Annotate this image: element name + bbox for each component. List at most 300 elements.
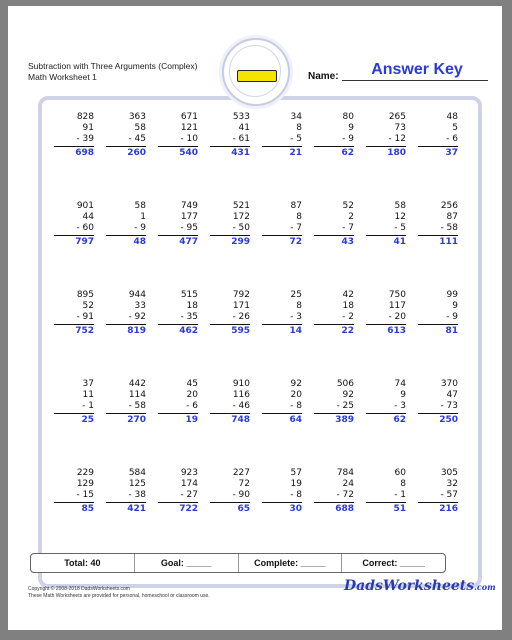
problem-item (104, 379, 156, 468)
answer: 51 (393, 504, 406, 514)
minus-sign: - (232, 223, 239, 233)
problem-numbers (262, 379, 302, 426)
problem-item (416, 201, 468, 290)
answer: 797 (75, 237, 94, 247)
name-field (308, 60, 488, 82)
subtrahend-1: 20 (186, 390, 198, 400)
problem-numbers (158, 112, 198, 159)
problem-numbers (106, 201, 146, 248)
subtrahend-1: 8 (296, 301, 302, 311)
worksheet-title (28, 61, 197, 83)
answer: 462 (179, 326, 198, 336)
minus-sign: - (388, 134, 395, 144)
problem-item (156, 379, 208, 468)
answer: 85 (81, 504, 94, 514)
subtrahend-1: 12 (394, 212, 406, 222)
problem-item (52, 112, 104, 201)
subtrahend-1: 129 (76, 479, 94, 489)
minus-sign: - (440, 223, 447, 233)
subtrahend-1: 44 (82, 212, 94, 222)
minus-sign: - (76, 134, 83, 144)
subtrahend-2: 38 (134, 490, 146, 500)
subtrahend-1: 33 (134, 301, 146, 311)
problem-item (156, 468, 208, 557)
subtrahend-2-row (418, 223, 458, 236)
minuend: 45 (186, 379, 198, 389)
subtrahend-2: 45 (134, 134, 146, 144)
answer: 14 (289, 326, 302, 336)
problem-item (208, 112, 260, 201)
problem-item (312, 201, 364, 290)
minus-sign: - (128, 312, 135, 322)
minuend: 227 (232, 468, 250, 478)
subtrahend-2-row (366, 490, 406, 503)
subtrahend-2: 46 (238, 401, 250, 411)
problem-numbers (366, 290, 406, 337)
subtrahend-2: 3 (400, 401, 406, 411)
subtrahend-2: 90 (238, 490, 250, 500)
minus-sign: - (440, 401, 447, 411)
subtrahend-1: 20 (290, 390, 302, 400)
problem-item (260, 468, 312, 557)
minuend: 944 (128, 290, 146, 300)
problem-numbers (54, 290, 94, 337)
minuend: 750 (388, 290, 406, 300)
minus-sign: - (180, 312, 187, 322)
minus-sign: - (394, 401, 401, 411)
problem-item (260, 201, 312, 290)
subtrahend-2: 95 (186, 223, 198, 233)
subtrahend-1: 174 (180, 479, 198, 489)
minuend: 895 (76, 290, 94, 300)
problem-numbers (106, 290, 146, 337)
subtrahend-2-row (54, 401, 94, 414)
minus-sign: - (232, 134, 239, 144)
minus-sign: - (394, 223, 401, 233)
subtrahend-2: 6 (452, 134, 458, 144)
answer: 180 (387, 148, 406, 158)
minuend: 923 (180, 468, 198, 478)
subtrahend-2: 9 (348, 134, 354, 144)
problem-item (52, 379, 104, 468)
minuend: 229 (76, 468, 94, 478)
problem-numbers (54, 379, 94, 426)
subtrahend-2-row (54, 312, 94, 325)
minuend: 37 (82, 379, 94, 389)
subtrahend-2: 15 (82, 490, 94, 500)
problem-item (104, 468, 156, 557)
problem-item (104, 201, 156, 290)
answer: 431 (231, 148, 250, 158)
worksheet-page (8, 6, 502, 630)
minuend: 58 (134, 201, 146, 211)
problem-numbers (106, 112, 146, 159)
subtrahend-2: 9 (452, 312, 458, 322)
subtrahend-2-row (314, 134, 354, 147)
problem-item (260, 379, 312, 468)
answer-key-label: Answer Key (371, 61, 463, 78)
minuend: 57 (290, 468, 302, 478)
problem-numbers (54, 468, 94, 515)
subtrahend-2-row (366, 223, 406, 236)
problem-item (52, 290, 104, 379)
answer: 43 (341, 237, 354, 247)
subtrahend-2-row (418, 490, 458, 503)
answer: 688 (335, 504, 354, 514)
minuend: 370 (440, 379, 458, 389)
minuend: 749 (180, 201, 198, 211)
minus-sign: - (128, 134, 135, 144)
subtrahend-1: 58 (134, 123, 146, 133)
subtrahend-2: 8 (296, 401, 302, 411)
subtrahend-1: 11 (82, 390, 94, 400)
copyright-line-1: Copyright © 2008-2018 DadsWorksheets.com (28, 586, 130, 592)
problem-numbers (366, 379, 406, 426)
answer: 540 (179, 148, 198, 158)
subtrahend-1: 9 (452, 301, 458, 311)
minus-sign: - (440, 490, 447, 500)
minus-sign: - (388, 312, 395, 322)
answer: 216 (439, 504, 458, 514)
problem-numbers (314, 290, 354, 337)
problem-numbers (366, 201, 406, 248)
answer: 421 (127, 504, 146, 514)
name-underline (342, 80, 488, 81)
problem-item (52, 468, 104, 557)
subtrahend-1: 171 (232, 301, 250, 311)
subtrahend-2: 3 (296, 312, 302, 322)
subtrahend-1: 116 (232, 390, 250, 400)
minus-sign: - (446, 312, 453, 322)
problem-item (312, 379, 364, 468)
minus-sign: - (342, 223, 349, 233)
subtrahend-2: 10 (186, 134, 198, 144)
problem-numbers (54, 112, 94, 159)
minus-sign: - (76, 223, 83, 233)
problem-item (260, 112, 312, 201)
subtrahend-2-row (158, 223, 198, 236)
minus-sign: - (394, 490, 401, 500)
answer: 22 (341, 326, 354, 336)
subtrahend-2: 12 (394, 134, 406, 144)
answer: 595 (231, 326, 250, 336)
problem-numbers (210, 468, 250, 515)
answer: 21 (289, 148, 302, 158)
subtrahend-2: 39 (82, 134, 94, 144)
problem-numbers (314, 112, 354, 159)
total-cell: Total: 40 (31, 554, 135, 572)
subtrahend-2-row (418, 401, 458, 414)
subtrahend-2: 58 (134, 401, 146, 411)
minus-sign: - (290, 401, 297, 411)
minus-sign: - (342, 312, 349, 322)
level-badge (222, 38, 290, 106)
answer: 748 (231, 415, 250, 425)
problem-item (364, 201, 416, 290)
subtrahend-2-row (54, 223, 94, 236)
problem-item (260, 290, 312, 379)
answer: 25 (81, 415, 94, 425)
subtrahend-2: 73 (446, 401, 458, 411)
subtrahend-2: 50 (238, 223, 250, 233)
minuend: 87 (290, 201, 302, 211)
minus-sign: - (342, 134, 349, 144)
complete-cell: Complete: _____ (239, 554, 343, 572)
problem-item (208, 468, 260, 557)
minuend: 671 (180, 112, 198, 122)
problems-frame (38, 96, 482, 588)
problem-item (156, 290, 208, 379)
subtrahend-2: 58 (446, 223, 458, 233)
problem-numbers (158, 379, 198, 426)
subtrahend-1: 87 (446, 212, 458, 222)
answer: 250 (439, 415, 458, 425)
minuend: 506 (336, 379, 354, 389)
problem-numbers (210, 290, 250, 337)
answer: 389 (335, 415, 354, 425)
subtrahend-1: 9 (348, 123, 354, 133)
subtrahend-2-row (210, 312, 250, 325)
answer: 111 (439, 237, 458, 247)
subtrahend-1: 91 (82, 123, 94, 133)
problem-item (416, 379, 468, 468)
minuend: 515 (180, 290, 198, 300)
answer: 81 (445, 326, 458, 336)
copyright-line-2: These Math Worksheets are provided for personal, homeschool or classroom use. (28, 593, 210, 599)
minuend: 52 (342, 201, 354, 211)
minuend: 256 (440, 201, 458, 211)
problem-numbers (262, 112, 302, 159)
problem-item (312, 468, 364, 557)
problem-numbers (418, 201, 458, 248)
subtrahend-2-row (210, 401, 250, 414)
subtrahend-1: 41 (238, 123, 250, 133)
subtrahend-2-row (262, 223, 302, 236)
subtrahend-1: 18 (186, 301, 198, 311)
minus-sign: - (290, 490, 297, 500)
answer: 48 (133, 237, 146, 247)
subtrahend-2-row (158, 490, 198, 503)
answer: 299 (231, 237, 250, 247)
subtrahend-2-row (262, 490, 302, 503)
problem-numbers (314, 379, 354, 426)
subtrahend-2: 91 (82, 312, 94, 322)
minus-sign: - (180, 223, 187, 233)
answer: 62 (393, 415, 406, 425)
minuend: 42 (342, 290, 354, 300)
subtrahend-1: 24 (342, 479, 354, 489)
minus-sign: - (232, 312, 239, 322)
minus-sign: - (290, 223, 297, 233)
subtrahend-1: 8 (296, 212, 302, 222)
minuend: 828 (76, 112, 94, 122)
problem-numbers (418, 468, 458, 515)
problems-grid (52, 112, 468, 557)
subtrahend-2-row (106, 312, 146, 325)
minuend: 533 (232, 112, 250, 122)
subtrahend-2-row (106, 490, 146, 503)
subtrahend-2-row (54, 490, 94, 503)
minuend: 363 (128, 112, 146, 122)
problem-numbers (262, 290, 302, 337)
minuend: 901 (76, 201, 94, 211)
subtrahend-2-row (262, 312, 302, 325)
minuend: 521 (232, 201, 250, 211)
yellow-bar-icon (237, 70, 277, 82)
problem-item (156, 201, 208, 290)
minuend: 584 (128, 468, 146, 478)
problem-item (416, 112, 468, 201)
problem-numbers (158, 468, 198, 515)
subtrahend-1: 117 (388, 301, 406, 311)
subtrahend-2: 26 (238, 312, 250, 322)
subtrahend-2-row (158, 401, 198, 414)
problem-item (364, 468, 416, 557)
subtrahend-2-row (366, 312, 406, 325)
subtrahend-2-row (366, 134, 406, 147)
subtrahend-2: 25 (342, 401, 354, 411)
subtrahend-1: 47 (446, 390, 458, 400)
minuend: 58 (394, 201, 406, 211)
answer: 65 (237, 504, 250, 514)
minuend: 265 (388, 112, 406, 122)
answer: 19 (185, 415, 198, 425)
subtrahend-1: 121 (180, 123, 198, 133)
title-line-2: Math Worksheet 1 (28, 72, 97, 82)
minus-sign: - (336, 401, 343, 411)
subtrahend-1: 125 (128, 479, 146, 489)
answer: 613 (387, 326, 406, 336)
answer: 477 (179, 237, 198, 247)
problem-item (208, 201, 260, 290)
problem-numbers (314, 201, 354, 248)
problem-item (208, 290, 260, 379)
problem-numbers (210, 112, 250, 159)
minuend: 25 (290, 290, 302, 300)
subtrahend-2: 8 (296, 490, 302, 500)
subtrahend-1: 52 (82, 301, 94, 311)
answer: 72 (289, 237, 302, 247)
subtrahend-1: 9 (400, 390, 406, 400)
subtrahend-2: 7 (348, 223, 354, 233)
minuend: 442 (128, 379, 146, 389)
subtrahend-1: 18 (342, 301, 354, 311)
minuend: 92 (290, 379, 302, 389)
subtrahend-2: 60 (82, 223, 94, 233)
subtrahend-2-row (210, 223, 250, 236)
answer: 752 (75, 326, 94, 336)
problem-item (364, 290, 416, 379)
subtrahend-1: 177 (180, 212, 198, 222)
problem-numbers (158, 201, 198, 248)
correct-cell: Correct: _____ (362, 558, 425, 568)
problem-numbers (366, 468, 406, 515)
minuend: 792 (232, 290, 250, 300)
subtrahend-2: 57 (446, 490, 458, 500)
minus-sign: - (290, 312, 297, 322)
subtrahend-1: 92 (342, 390, 354, 400)
subtrahend-2-row (210, 490, 250, 503)
answer: 64 (289, 415, 302, 425)
problem-numbers (210, 201, 250, 248)
subtrahend-1: 172 (232, 212, 250, 222)
subtrahend-2: 20 (394, 312, 406, 322)
subtrahend-2-row (106, 223, 146, 236)
subtrahend-2: 5 (400, 223, 406, 233)
problem-item (104, 290, 156, 379)
subtrahend-1: 19 (290, 479, 302, 489)
subtrahend-2: 5 (296, 134, 302, 144)
problem-numbers (418, 112, 458, 159)
minuend: 60 (394, 468, 406, 478)
minuend: 34 (290, 112, 302, 122)
title-line-1: Subtraction with Three Arguments (Complex) (28, 61, 198, 71)
problem-item (312, 112, 364, 201)
minus-sign: - (186, 401, 193, 411)
subtrahend-2-row (106, 401, 146, 414)
subtrahend-2-row (314, 312, 354, 325)
subtrahend-2-row (158, 134, 198, 147)
subtrahend-2: 35 (186, 312, 198, 322)
subtrahend-1: 73 (394, 123, 406, 133)
minus-sign: - (128, 401, 135, 411)
subtrahend-2: 1 (400, 490, 406, 500)
subtrahend-2: 9 (140, 223, 146, 233)
answer: 30 (289, 504, 302, 514)
answer: 37 (445, 148, 458, 158)
subtrahend-2-row (418, 312, 458, 325)
answer: 819 (127, 326, 146, 336)
answer: 722 (179, 504, 198, 514)
minuend: 784 (336, 468, 354, 478)
problem-numbers (418, 290, 458, 337)
problem-item (208, 379, 260, 468)
subtrahend-2-row (54, 134, 94, 147)
subtrahend-1: 8 (400, 479, 406, 489)
subtrahend-2-row (418, 134, 458, 147)
answer: 41 (393, 237, 406, 247)
problem-numbers (262, 468, 302, 515)
subtrahend-2: 61 (238, 134, 250, 144)
dadsworksheets-logo[interactable] (344, 578, 496, 594)
problem-item (104, 112, 156, 201)
subtrahend-2-row (366, 401, 406, 414)
problem-numbers (210, 379, 250, 426)
minus-sign: - (446, 134, 453, 144)
subtrahend-1: 114 (128, 390, 146, 400)
minus-sign: - (290, 134, 297, 144)
answer: 698 (75, 148, 94, 158)
goal-cell: Goal: _____ (135, 554, 239, 572)
minuend: 305 (440, 468, 458, 478)
minuend: 74 (394, 379, 406, 389)
problem-item (364, 379, 416, 468)
subtrahend-1: 5 (452, 123, 458, 133)
subtrahend-2-row (262, 401, 302, 414)
minus-sign: - (180, 134, 187, 144)
subtrahend-2: 2 (348, 312, 354, 322)
problem-numbers (106, 379, 146, 426)
minus-sign: - (232, 490, 239, 500)
problem-numbers (106, 468, 146, 515)
subtrahend-1: 1 (140, 212, 146, 222)
minus-sign: - (76, 490, 83, 500)
minus-sign: - (76, 312, 83, 322)
subtrahend-2-row (106, 134, 146, 147)
name-label: Name: (308, 71, 339, 82)
subtrahend-2: 72 (342, 490, 354, 500)
minuend: 910 (232, 379, 250, 389)
